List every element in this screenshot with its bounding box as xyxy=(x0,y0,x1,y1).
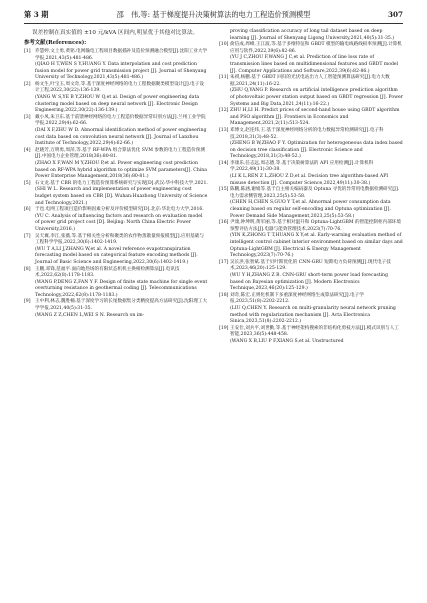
reference-translation: (YANG W S,YE B Y,ZHOU W Q,et al. Design of power engineering data clustering model based on deep neural network [J]. Electronic Design Engineering,2022,30(22):136-139.) xyxy=(35,95,200,114)
reference-text: 邓博文,赵连炜,王.基于深度神经网络分析的电力数据异常检测研究[J].电子科技,2018,31(3):48-52. xyxy=(230,127,384,140)
reference-text: 朱祺,杨鹏.基于 GBDT 回归的光伏电站出力人工智能预测算法研究[J].电力大数据,2021,24(11):16-22. xyxy=(230,75,390,87)
reference-text: 杨文生,叶宝玉,周文奇,等.基于深度神经网络的电力工程数据聚类模型设计[J].电子设计工程,2022,30(22):136-139. xyxy=(35,81,204,94)
reference-list-left xyxy=(24,49,208,319)
reference-entry xyxy=(24,234,208,267)
reference-text: 吴长洪,张智斌.基于贝叶斯优化的 CNN-GRU 短期电力负荷预测[J].现代电子技术,2023,46(20):125-129. xyxy=(230,259,391,272)
reference-translation: (LI K L,REN Z L,ZHOU Z D,et al. Decision tree algorithm-based API misuse detection [J]. Computer Science,2022,49(11):30-38.) xyxy=(230,174,389,186)
reference-text: 刘奇,陈宏.正则化机制下多重深度神经网络生成算法研究[J].电子学报,2023,51(8):2202-2212. xyxy=(230,292,364,305)
reference-entry xyxy=(219,293,403,326)
reference-translation: (ZHAO X F,WAN M Y,ZHOU P,et al. Power engineering cost prediction based on RF-WPA hybrid algorithm to optimize SVM parameters[J]. China Power Enterprise Management,2018(36):80-81.) xyxy=(35,161,207,180)
issue-number: 第 3 期 xyxy=(24,10,49,19)
reference-text: 于也.电网工程项目造价影响因素分析及评价模型研究[D].北京:华北电力大学,2016. xyxy=(35,207,204,213)
page-header xyxy=(24,9,403,21)
right-column xyxy=(219,29,403,346)
reference-number: [18] xyxy=(219,292,229,298)
reference-text: 陈鹏,陈涵,谢娟等.基于自主相关编码器及 Optuna 寻优的异常用电数据检测研究[J].电力需求侧管理,2023,25(5):53-58. xyxy=(230,187,400,199)
reference-entry xyxy=(24,267,208,300)
reference-entry xyxy=(219,220,403,260)
reference-entry xyxy=(219,187,403,220)
reference-translation: (WANG X B,LIU P F,XIANG S,et al. Unstructured xyxy=(230,338,344,344)
reference-entry xyxy=(219,161,403,187)
reference-number: [10] xyxy=(219,42,229,48)
reference-number: [3] xyxy=(24,114,31,120)
reference-number: [7] xyxy=(24,233,31,239)
reference-translation: (ZHU Q,YANG P. Research on artificial intelligence prediction algorithm of photovoltaic power station output based on GBDT regression [J]. Power Systems and Big Data,2021,24(11):16-22.) xyxy=(230,88,403,107)
reference-number: [17] xyxy=(219,259,229,265)
reference-number: [9] xyxy=(24,299,31,305)
reference-translation: (YU J C,ZHOU F,WANG J C,et al. Prediction of line loss rate of transmission lines based on multidimensional features and GBDT model [J]. Computer Applications and Software,2022,39(6):82-86.) xyxy=(230,55,399,74)
reference-translation: (LIU Q,CHEN Y. Research on multi-granularity neural network pruning method with regularization mechanism [J]. Acta Electronica Sinica,2023,51(8):2202-2212.) xyxy=(230,305,396,325)
reference-text: 尹康,钟坤明,黄军丽,等.基于相对温升和 Optuna-LightGBM 的智能控制柜内部环境预警评估方法[J].电器与能效管理技术,2023(7):70-76. xyxy=(230,220,401,232)
reference-number: [4] xyxy=(24,147,31,153)
reference-text: ZHU H,LI H. Predict prices of second-hand house using GBDT algorithm and PSO algorithm [J]. Frontiers in Economics and Management,2021,2(11):513-524. xyxy=(230,108,400,127)
reference-translation: (YU C. Analysis of influencing factors and research on evaluation model of power grid project cost [D]. Beijing: North China Electric Power University,2016.) xyxy=(35,213,203,232)
reference-text: 王安仕,刘兵平,刘世勤,等.基于神经架构搜索的非结构化剪枝方法[J].模式识别与人工智能,2023,36(5):448-458. xyxy=(230,325,399,338)
reference-entry xyxy=(219,326,403,346)
reference-entry xyxy=(219,29,403,42)
reference-number: [12] xyxy=(219,108,229,114)
reference-entry xyxy=(24,299,208,319)
reference-translation: (WANG Z Z,CHEN L,WEI S N. Research on im- xyxy=(35,312,145,318)
reference-text: 吴天翼,李江,张薇,等.基于相关性分析和聚类的农作物蒸散量预报模型[J].应用基础与工程科学学报,2022,30(6):1402-1419. xyxy=(35,233,204,246)
reference-number: [8] xyxy=(24,266,31,272)
reference-translation: (CHEN H,CHEN S,GUO Y T,et al. Abnormal power consumption data cleaning based on regular self-encoding and Optuna optimization [J]. Power Demand Side Management,2023,25(5):53-58.) xyxy=(230,200,391,219)
reference-text: 李康乐,任志远,周志德,等.基于决策树算法的 API 应用检测[J].计算机科学,2022,49(11):30-38. xyxy=(230,160,374,173)
reference-translation: (SHI W L. Research and implementation of power engineering cost budget system based on CBR [D]. Wuhan:Huazhong University of Science and Technology,2021.) xyxy=(35,187,208,206)
reference-text: 戴小凤,朱卫东.基于前馈神经网络的电力工程造价数据异常识别方法[J].兰州工业学院学报,2022,29(4):62-66. xyxy=(35,114,206,127)
reference-number: [14] xyxy=(219,160,229,166)
running-title: 邵 伟,等: 基于梯度提升决策树算法的电力工程造价预测模型 xyxy=(116,10,311,19)
reference-number: [6] xyxy=(24,207,31,213)
reference-entry xyxy=(219,108,403,128)
reference-entry xyxy=(219,42,403,75)
reference-translation: (WU T A,LI J,ZHANG W,et al. A novel reference evapotranspiration forecasting model based on categorical feature encoding methods [J]. Journal of Basic Science and Engineering,2022,30(6):1402-1419.) xyxy=(35,246,198,265)
reference-translation: (YIN K,ZHONG T T,HUANG X Y,et al. Early-warning evaluation method of intelligent control cabinet interior environment based on similar days and Optuna-LightGBM [J]. Electrical & Energy Management Technology,2023(7):70-76.) xyxy=(230,233,403,259)
reference-translation: (ZHENG B W,ZHAO F Y. Optimization for heterogeneous data index based on decision tree classification [J]. Electronic Science and Technology,2018,31(3):48-52.) xyxy=(230,141,403,160)
body-paragraph: 误差控制在真实值的 ±10 元/kVA 区间内,明显优于其他对比算法。 xyxy=(32,30,199,36)
reference-translation: (DAI X F,ZHU W D. Abnormal identification method of power engineering cost data based on convolution neural network [J]. Journal of Lanzhou Institute of Technology,2022,29(4):62-66.) xyxy=(35,128,207,147)
page-number: 307 xyxy=(387,10,403,19)
reference-entry xyxy=(24,115,208,148)
reference-translation: proving classification accuracy of long tail dataset based on deep learning [J]. Journal of Shenyang Ligong University,2021,40(5):31-35.) xyxy=(230,29,395,41)
reference-number: [19] xyxy=(219,325,229,331)
reference-entry xyxy=(219,260,403,293)
reference-number: [16] xyxy=(219,220,229,226)
reference-number: [1] xyxy=(24,48,31,54)
reference-translation: (QIAO H T,WEN S Y,HUANG Y. Data interpolation and cost prediction fusion model for power grid transmission project [J]. Journal of Shenyang University of Technology,2021,43(5):481-486.) xyxy=(35,62,207,81)
reference-number: [5] xyxy=(24,180,31,186)
references-heading: 参考文献(References): xyxy=(24,40,87,47)
reference-number: [2] xyxy=(24,81,31,87)
reference-list-right xyxy=(219,29,403,346)
reference-text: 俞信成,周峰,王江波,等.基于多维特征和 GBDT 模型的输电线路线损率预测[J].计算机应用与软件,2022,39(6):82-86. xyxy=(230,42,402,54)
reference-text: 乔慧婷,文上勇,黄铭.电网输电工程项目数据插补及造价预测融合模型[J].沈阳工业大学学报,2021,43(5):481-486. xyxy=(35,48,208,61)
reference-translation: (WU Y H,ZHANG Z B. CNN-GRU short-term power load forecasting based on Bayesian optimization [J]. Modern Electronics Technique,2023,46(20):125-129.) xyxy=(230,272,388,292)
reference-entry xyxy=(24,148,208,181)
reference-entry xyxy=(24,49,208,82)
reference-number: [13] xyxy=(219,127,229,133)
reference-entry xyxy=(24,82,208,115)
reference-text: 石文龙.基于 CBR 的电力工程造价预算系统研究与实现[D].武汉:华中科技大学,2021. xyxy=(35,180,208,186)
reference-entry xyxy=(24,207,208,233)
reference-entry xyxy=(24,181,208,207)
reference-translation: (WANG P,DENG Z,FAN Y F. Design of finite state machine for single event overturning resistance in geothermal coding [J]. Telecommunications Technology,2022,62(8):1178-1183.) xyxy=(35,279,208,298)
left-column xyxy=(24,29,208,319)
reference-number: [15] xyxy=(219,187,229,193)
reference-entry xyxy=(219,75,403,108)
reference-text: 赵晓芳,万明勇,周萍,等.基于 RF-WPA 组合算法优化 SVM 参数的电力工程造价预测[J].中国电力企业管理,2018(36):80-81. xyxy=(35,147,205,160)
reference-entry xyxy=(219,128,403,161)
reference-text: 王中利,林志,魏胜楠.基于深度学习的长尾数据集分类精度提高方法研究[J].沈阳理工大学学报,2021,40(5):31-35. xyxy=(35,299,208,312)
reference-text: 王鹏,邓锋,范福平.面向地热场的有限状态机机主换相检测算法[J].电讯技术,2022,62(8):1178-1183. xyxy=(35,266,180,279)
header-rule xyxy=(24,23,403,24)
reference-number: [11] xyxy=(219,75,229,81)
